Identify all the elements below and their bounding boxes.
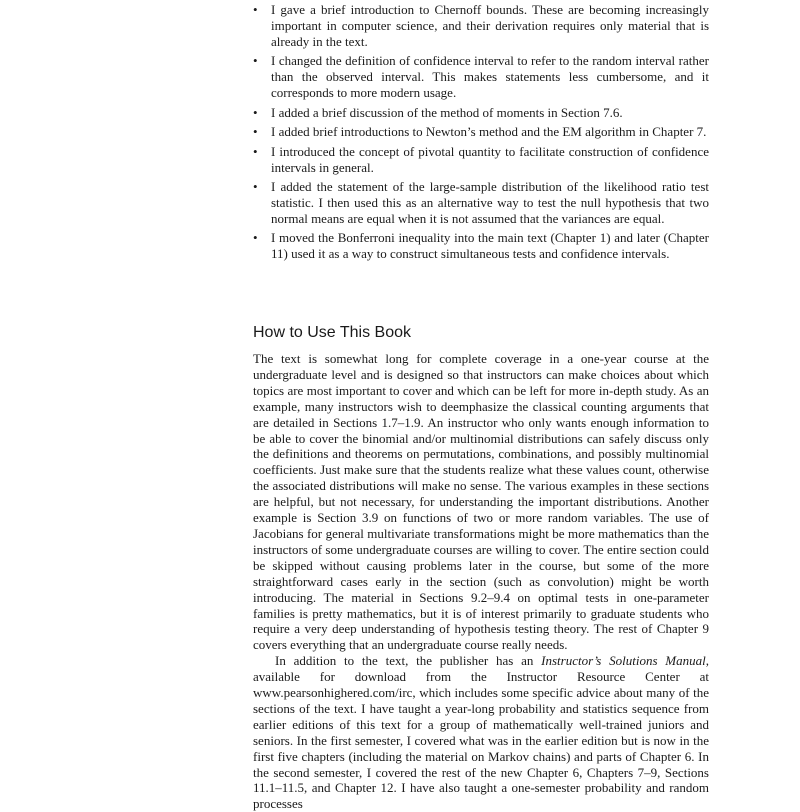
bullet-item	[253, 53, 709, 101]
bullet-dot-icon: •	[253, 124, 258, 140]
section-body	[253, 351, 709, 812]
bullet-item	[253, 2, 709, 50]
bullet-text: I gave a brief introduction to Chernoff bounds. These are becoming increasingly important in computer science, and their derivation requires only material that is already in the text.	[271, 2, 709, 49]
bullet-dot-icon: •	[253, 179, 258, 195]
section-heading: How to Use This Book	[253, 324, 411, 341]
bullet-item	[253, 179, 709, 227]
bullet-text: I moved the Bonferroni inequality into the main text (Chapter 1) and later (Chapter 11) used it as a way to construct simultaneous tests and confidence intervals.	[271, 230, 709, 262]
bullet-item	[253, 105, 709, 121]
bullet-text: I added brief introductions to Newton’s method and the EM algorithm in Chapter 7.	[271, 124, 707, 140]
solutions-manual-title: Instructor’s Solutions Manual	[541, 653, 706, 669]
bullet-dot-icon: •	[253, 53, 258, 69]
bullet-text: I added the statement of the large-sample distribution of the likelihood ratio test statistic. I then used this as an alternative way to test the null hypothesis that two normal means are equal when it is not assumed that the variances are equal.	[271, 179, 709, 226]
bullet-dot-icon: •	[253, 104, 258, 120]
body-paragraph-2: In addition to the text, the publisher has an Instructor’s Solutions Manual, available for download from the Instructor Resource Center at www.pearsonhighered.com/irc, which includes some specific advice about many of the sections of the text. I have taught a year-long probability and statistics sequence from earlier editions of this text for a group of mathematically well-trained juniors and seniors. In the first semester, I covered what was in the earlier edition but is now in the first five chapters (including the material on Markov chains) and parts of Chapter 6. In the second semester, I covered the rest of the new Chapter 6, Chapters 7–9, Sections 11.1–11.5, and Chapter 12. I have also taught a one-semester probability and random processes	[253, 653, 709, 812]
bullet-text: I added a brief discussion of the method of moments in Section 7.6.	[271, 104, 623, 120]
bullet-dot-icon: •	[253, 143, 258, 159]
bullet-item	[253, 124, 709, 140]
bullet-text: I changed the definition of confidence interval to refer to the random interval rather than the observed interval. This makes statements less cumbersome, and it corresponds to more modern usage.	[271, 53, 709, 101]
bullet-text: I introduced the concept of pivotal quantity to facilitate construction of confidence intervals in general.	[271, 143, 709, 175]
bullet-dot-icon: •	[253, 2, 258, 17]
changes-bullet-list	[253, 2, 709, 266]
body-paragraph-1: The text is somewhat long for complete coverage in a one-year course at the undergraduate level and is designed so that instructors can make choices about which topics are most important to cover and which can be left for more in-depth study. As an example, many instructors wish to deemphasize the classical counting arguments that are detailed in Sections 1.7–1.9. An instructor who only wants enough information to be able to cover the binomial and/or multinomial distributions can safely discuss only the definitions and theorems on permutations, combinations, and possibly multinomial coefficients. Just make sure that the students realize what these values count, otherwise the associated distributions will make no sense. The various examples in these sections are helpful, but not necessary, for understanding the important distributions. Another example is Section 3.9 on functions of two or more random variables. The use of Jacobians for general multivariate transformations might be more mathematics than the instructors of some undergraduate courses are willing to cover. The entire section could be skipped without causing problems later in the course, but some of the more straightforward cases early in the section (such as convolution) might be worth introducing. The material in Sections 9.2–9.4 on optimal tests in one-parameter families is pretty mathematics, but it is of interest primarily to graduate students who require a very deep understanding of hypothesis testing theory. The rest of Chapter 9 covers everything that an undergraduate course really needs.	[253, 351, 709, 653]
bullet-dot-icon: •	[253, 230, 258, 246]
bullet-item	[253, 230, 709, 262]
bullet-item	[253, 144, 709, 176]
